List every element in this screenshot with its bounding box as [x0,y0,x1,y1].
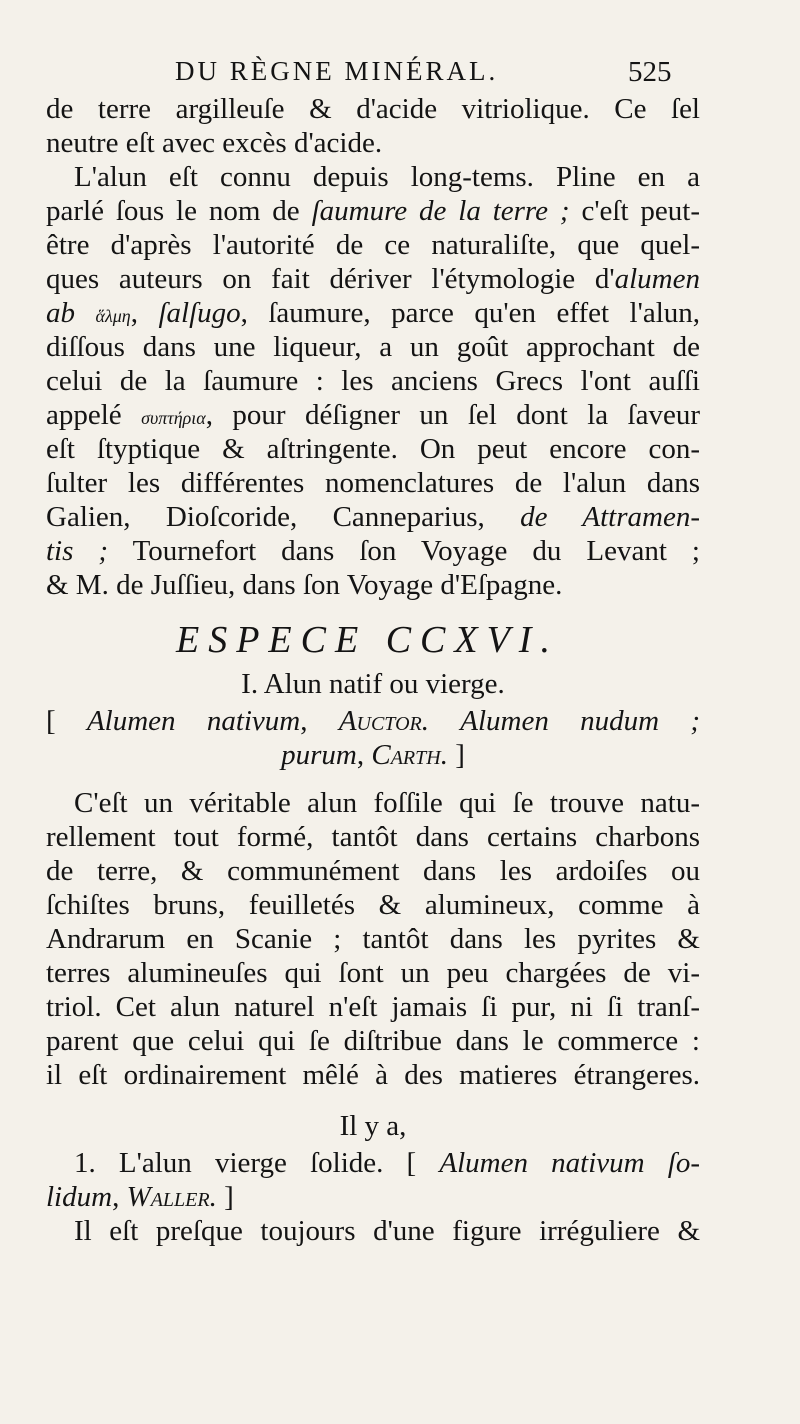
text-line [46,1146,700,1180]
text-span: 1. L'alun vierge ſolide. [ [74,1147,440,1179]
greek-word: συπτήρια [141,408,206,428]
text-span: , [130,297,159,329]
bracket: [ [46,705,87,737]
text-line: eſt ſtyptique & aſtringente. On peut encore con- [46,433,700,465]
text-line: parent que celui qui ſe diſtribue dans le commerce : [46,1025,700,1057]
text-span: parlé ſous le nom de [46,195,312,227]
text-line [46,500,700,534]
text-line: triol. Cet alun naturel n'eſt jamais ſi pur, ni ſi tranſ- [46,991,700,1023]
text-line: il eſt ordinairement mêlé à des matieres étrangeres. [46,1059,700,1091]
text-line: être d'après l'autorité de ce naturaliſte, que quel- [46,229,700,261]
author-name: Carth. [371,739,448,771]
text-line: ſchiſtes bruns, feuilletés & alumineux, comme à [46,889,700,921]
italic-span: tis ; [46,535,109,567]
text-span: , ſaumure, parce qu'en effet l'alun, [240,297,701,329]
text-line: Andrarum en Scanie ; tantôt dans les pyrites & [46,923,700,955]
italic-span: ab [46,297,75,329]
text-span: ques auteurs on fait dériver l'étymologie d' [46,263,615,295]
paragraph-2 [46,160,700,602]
text-line: terres alumineuſes qui ſont un peu chargées de vi- [46,957,700,989]
text-line: diſſous dans une liqueur, a un goût approchant de [46,331,700,363]
text-line [46,194,700,228]
text-line: & M. de Juſſieu, dans ſon Voyage d'Eſpagne. [46,569,563,601]
spacer [46,772,700,786]
species-heading: ESPECE CCXVI. [176,619,559,661]
text-line: de terre argilleuſe & d'acide vitriolique. Ce ſel [46,93,700,125]
section-intro: Il y a, [339,1110,407,1142]
bracket: ] [447,739,465,771]
greek-word: ἅλμη [95,306,131,326]
author-name: Waller. [126,1181,217,1213]
text-span: , [356,739,372,771]
italic-span: purum [281,739,357,771]
paragraph-3 [46,786,700,1092]
text-line: ſulter les différentes nomenclatures de l'alun dans [46,467,700,499]
italic-span: de Attramen- [520,501,700,533]
body-text [46,92,700,1248]
text-span: c'eſt peut- [569,195,700,227]
italic-span: ſaumure de la terre ; [311,195,570,227]
text-line: Il eſt preſque toujours d'une figure irréguliere & [74,1215,700,1247]
text-line [46,534,700,568]
text-span: appelé [46,399,142,431]
paragraph-1 [46,92,700,160]
spacer [46,1092,700,1106]
text-line [46,704,700,738]
page-header [0,52,800,96]
text-span [429,705,460,737]
text-line [46,738,700,772]
spacer [46,602,700,616]
text-line: de terre, & communément dans les ardoiſes ou [46,855,700,887]
text-line: L'alun eſt connu depuis long-tems. Pline en a [74,161,700,193]
text-span: , pour déſigner un ſel dont la ſaveur [205,399,700,431]
text-line: neutre eſt avec excès d'acide. [46,127,383,159]
italic-span: alumen [614,263,700,295]
item-1 [46,1146,700,1248]
italic-span: Alumen nudum ; [460,705,701,737]
bracket: ] [216,1181,234,1213]
text-line: C'eſt un véritable alun foſſile qui ſe trouve natu- [74,787,700,819]
italic-span: ſalſugo [158,297,241,329]
species-subheading: I. Alun natif ou vierge. [241,668,505,700]
text-line [46,398,700,432]
text-line [46,296,700,330]
text-span: Tournefort dans ſon Voyage du Levant ; [108,535,700,567]
text-line: rellement tout formé, tantôt dans certains charbons [46,821,700,853]
italic-span: Alumen nativum [86,705,301,737]
text-line [46,1180,700,1214]
italic-span: Alumen nativum ſo- [439,1147,700,1179]
text-span: , [112,1181,127,1213]
text-line [46,262,700,296]
author-name: Auctor. [338,705,429,737]
text-span: , [300,705,339,737]
text-line: celui de la ſaumure : les anciens Grecs l'ont auſſi [46,365,700,397]
text-span: Galien, Dioſcoride, Canneparius, [46,501,521,533]
synonymy [46,704,700,772]
italic-span: lidum [46,1181,113,1213]
page-number: 525 [628,56,672,88]
running-head: DU RÈGNE MINÉRAL. [175,56,499,86]
